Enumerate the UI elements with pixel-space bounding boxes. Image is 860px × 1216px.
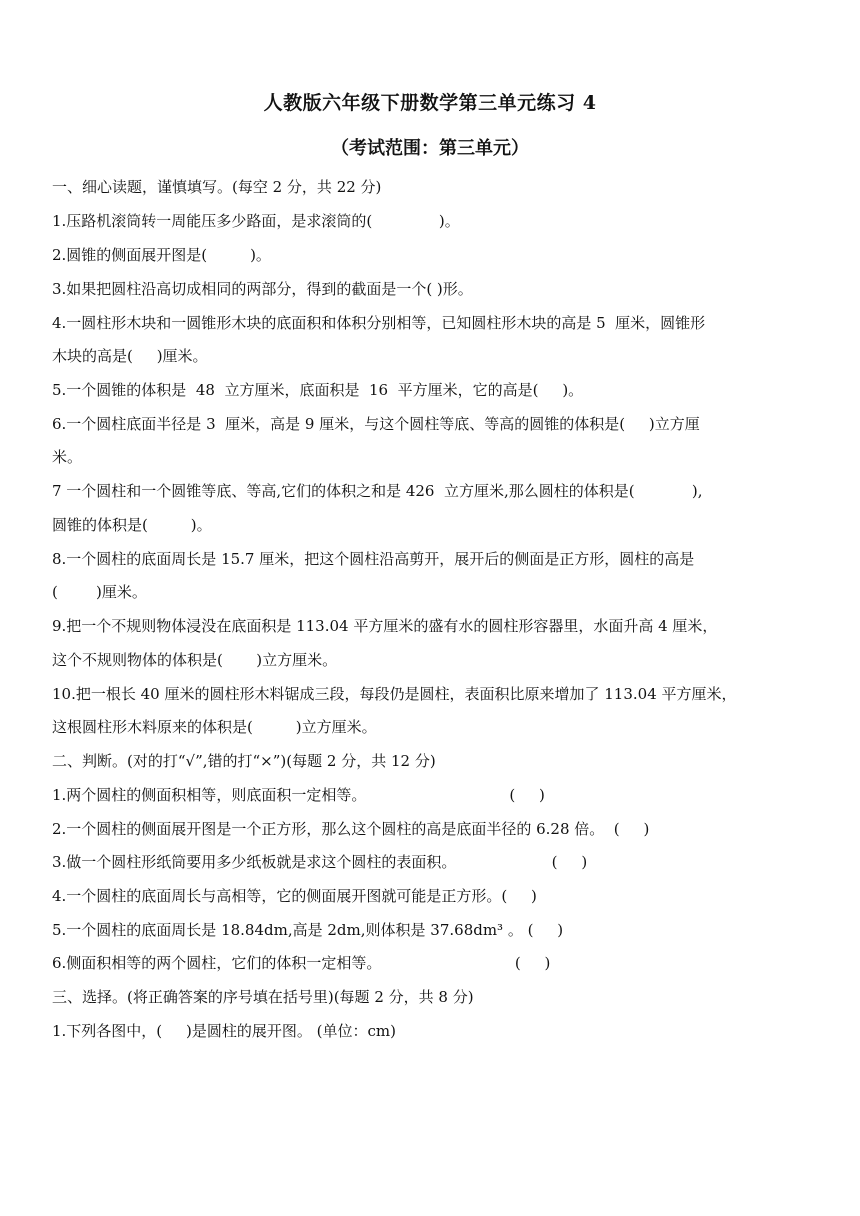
question-line: 3.如果把圆柱沿高切成相同的两部分，得到的截面是一个( )形。 xyxy=(52,280,473,298)
choice-line: 1.下列各图中，( )是圆柱的展开图。 (单位：cm) xyxy=(52,1022,396,1040)
question-line: 圆锥的体积是( )。 xyxy=(52,516,212,534)
judgment-line: 4.一个圆柱的底面周长与高相等，它的侧面展开图就可能是正方形。( ) xyxy=(52,887,537,905)
judgment-line: 1.两个圆柱的侧面积相等，则底面积一定相等。 ( ) xyxy=(52,786,545,804)
judgment-line: 5.一个圆柱的底面周长是 18.84dm,高是 2dm,则体积是 37.68dm³ 。 ( ) xyxy=(52,921,564,939)
page-subtitle: （考试范围：第三单元） xyxy=(331,138,529,159)
judgment-line: 6.侧面积相等的两个圆柱，它们的体积一定相等。 ( ) xyxy=(52,954,551,972)
question-line: 1.压路机滚筒转一周能压多少路面，是求滚筒的( )。 xyxy=(52,212,460,230)
question-line: 8.一个圆柱的底面周长是 15.7 厘米，把这个圆柱沿高剪开，展开后的侧面是正方形，圆柱的高是 xyxy=(52,550,695,568)
section-heading-choice: 三、选择。(将正确答案的序号填在括号里)(每题 2 分，共 8 分) xyxy=(52,988,474,1006)
question-line: 这根圆柱形木料原来的体积是( )立方厘米。 xyxy=(52,718,377,736)
question-line: 木块的高是( )厘米。 xyxy=(52,347,208,365)
question-line: 4.一圆柱形木块和一圆锥形木块的底面积和体积分别相等，已知圆柱形木块的高是 5 厘米，圆锥形 xyxy=(52,314,706,332)
question-line: ( )厘米。 xyxy=(52,583,147,601)
question-line: 米。 xyxy=(52,448,83,466)
question-line: 5.一个圆锥的体积是 48 立方厘米，底面积是 16 平方厘米，它的高是( )。 xyxy=(52,381,584,399)
judgment-line: 3.做一个圆柱形纸筒要用多少纸板就是求这个圆柱的表面积。 ( ) xyxy=(52,853,588,871)
question-line: 这个不规则物体的体积是( )立方厘米。 xyxy=(52,651,338,669)
judgment-line: 2.一个圆柱的侧面展开图是一个正方形，那么这个圆柱的高是底面半径的 6.28 倍。 ( ) xyxy=(52,820,650,838)
question-line: 10.把一根长 40 厘米的圆柱形木料锯成三段，每段仍是圆柱，表面积比原来增加了 113.04 平方厘米， xyxy=(52,685,737,703)
question-line: 7 一个圆柱和一个圆锥等底、等高,它们的体积之和是 426 立方厘米,那么圆柱的体积是( ), xyxy=(52,482,703,500)
question-line: 9.把一个不规则物体浸没在底面积是 113.04 平方厘米的盛有水的圆柱形容器里，水面升高 4 厘米， xyxy=(52,617,718,635)
question-line: 6.一个圆柱底面半径是 3 厘米，高是 9 厘米，与这个圆柱等底、等高的圆锥的体积是( )立方厘 xyxy=(52,415,700,433)
page-title: 人教版六年级下册数学第三单元练习 4 xyxy=(263,92,597,114)
question-line: 2.圆锥的侧面展开图是( )。 xyxy=(52,246,271,264)
section-heading-fill-in: 一、细心读题，谨慎填写。(每空 2 分，共 22 分) xyxy=(52,178,382,196)
section-heading-judgment: 二、判断。(对的打“√”,错的打“×”)(每题 2 分，共 12 分) xyxy=(52,752,436,770)
